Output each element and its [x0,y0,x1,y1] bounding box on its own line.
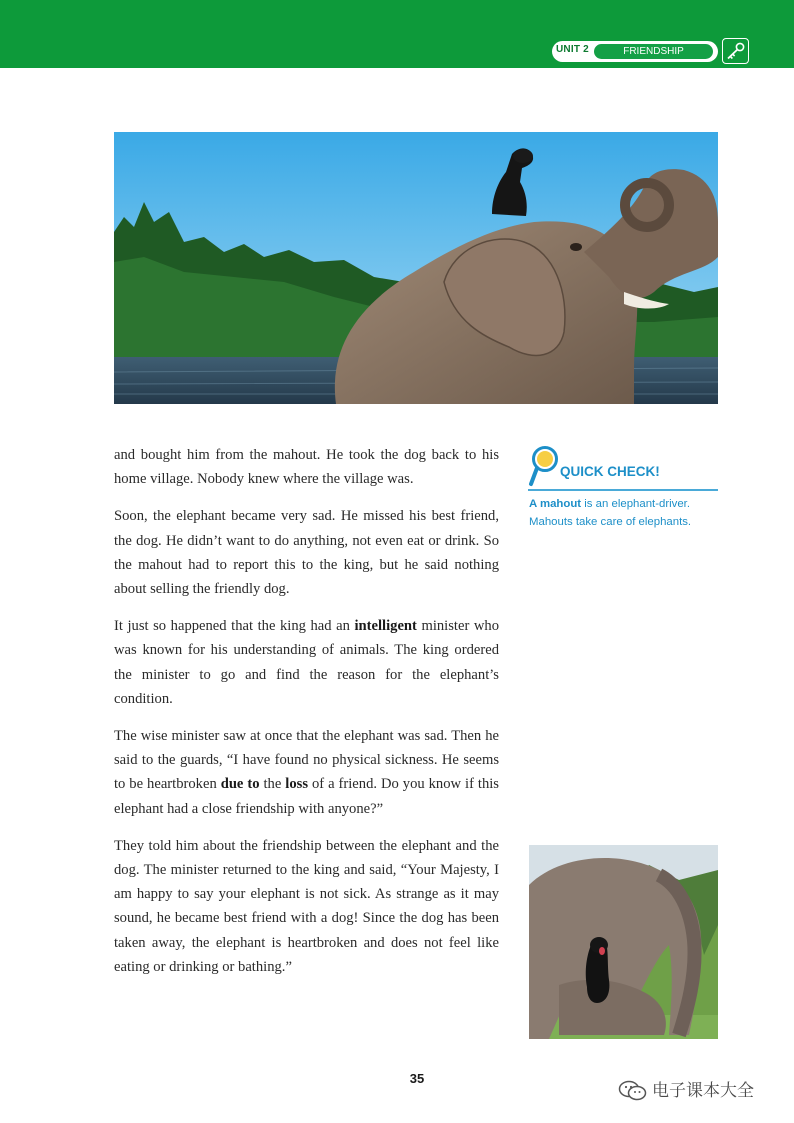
wechat-icon [618,1080,648,1102]
paragraph: It just so happened that the king had an intelligent minister who was known for his understanding of animals. The king ordered the minister to go and find the reason for the elephant’s condition. [114,618,499,707]
unit-pill [552,41,718,62]
unit-topic: FRIENDSHIP [594,44,713,59]
quick-check-title: QUICK CHECK! [560,464,660,479]
vocab-word: due to [220,776,260,793]
story-text [114,443,499,992]
paragraph: They told him about the friendship between the elephant and the dog. The minister returned to the king and said, “Your Majesty, I am happy to say your elephant is not sick. As strange as it may sound, he became best friend with a dog! Since the dog has been taken away, the elephant is heartbroken and does not feel like eating or drinking or bathing.” [114,837,499,975]
header-bar [0,0,794,68]
quick-check-divider [528,489,718,491]
key-icon [722,38,749,64]
vocab-word: loss [285,776,309,793]
unit-label: UNIT 2 [556,44,589,55]
watermark-text: 电子课本大全 [652,1081,754,1101]
vocab-word: intelligent [354,618,417,635]
dog-on-elephant-photo [529,845,718,1039]
paragraph: and bought him from the mahout. He took the dog back to his home village. Nobody knew where the village was. [114,447,499,488]
paragraph: The wise minister saw at once that the elephant was sad. Then he said to the guards, “I have found no physical sickness. He seems to be heartbroken due to the loss of a friend. Do you know if this elephant had a close friendship with anyone?” [114,728,499,817]
magnifier-icon [528,445,562,487]
page-number: 35 [409,1071,425,1086]
quick-check-definition: A mahout is an elephant-driver. Mahouts take care of elephants. [529,498,692,528]
watermark [618,1076,754,1102]
paragraph: Soon, the elephant became very sad. He missed his best friend, the dog. He didn’t want to do anything, not even eat or drink. So the mahout had to report this to the king, but he said nothing about selling the friendly dog. [114,508,499,598]
elephant-dog-river-photo [114,132,718,404]
